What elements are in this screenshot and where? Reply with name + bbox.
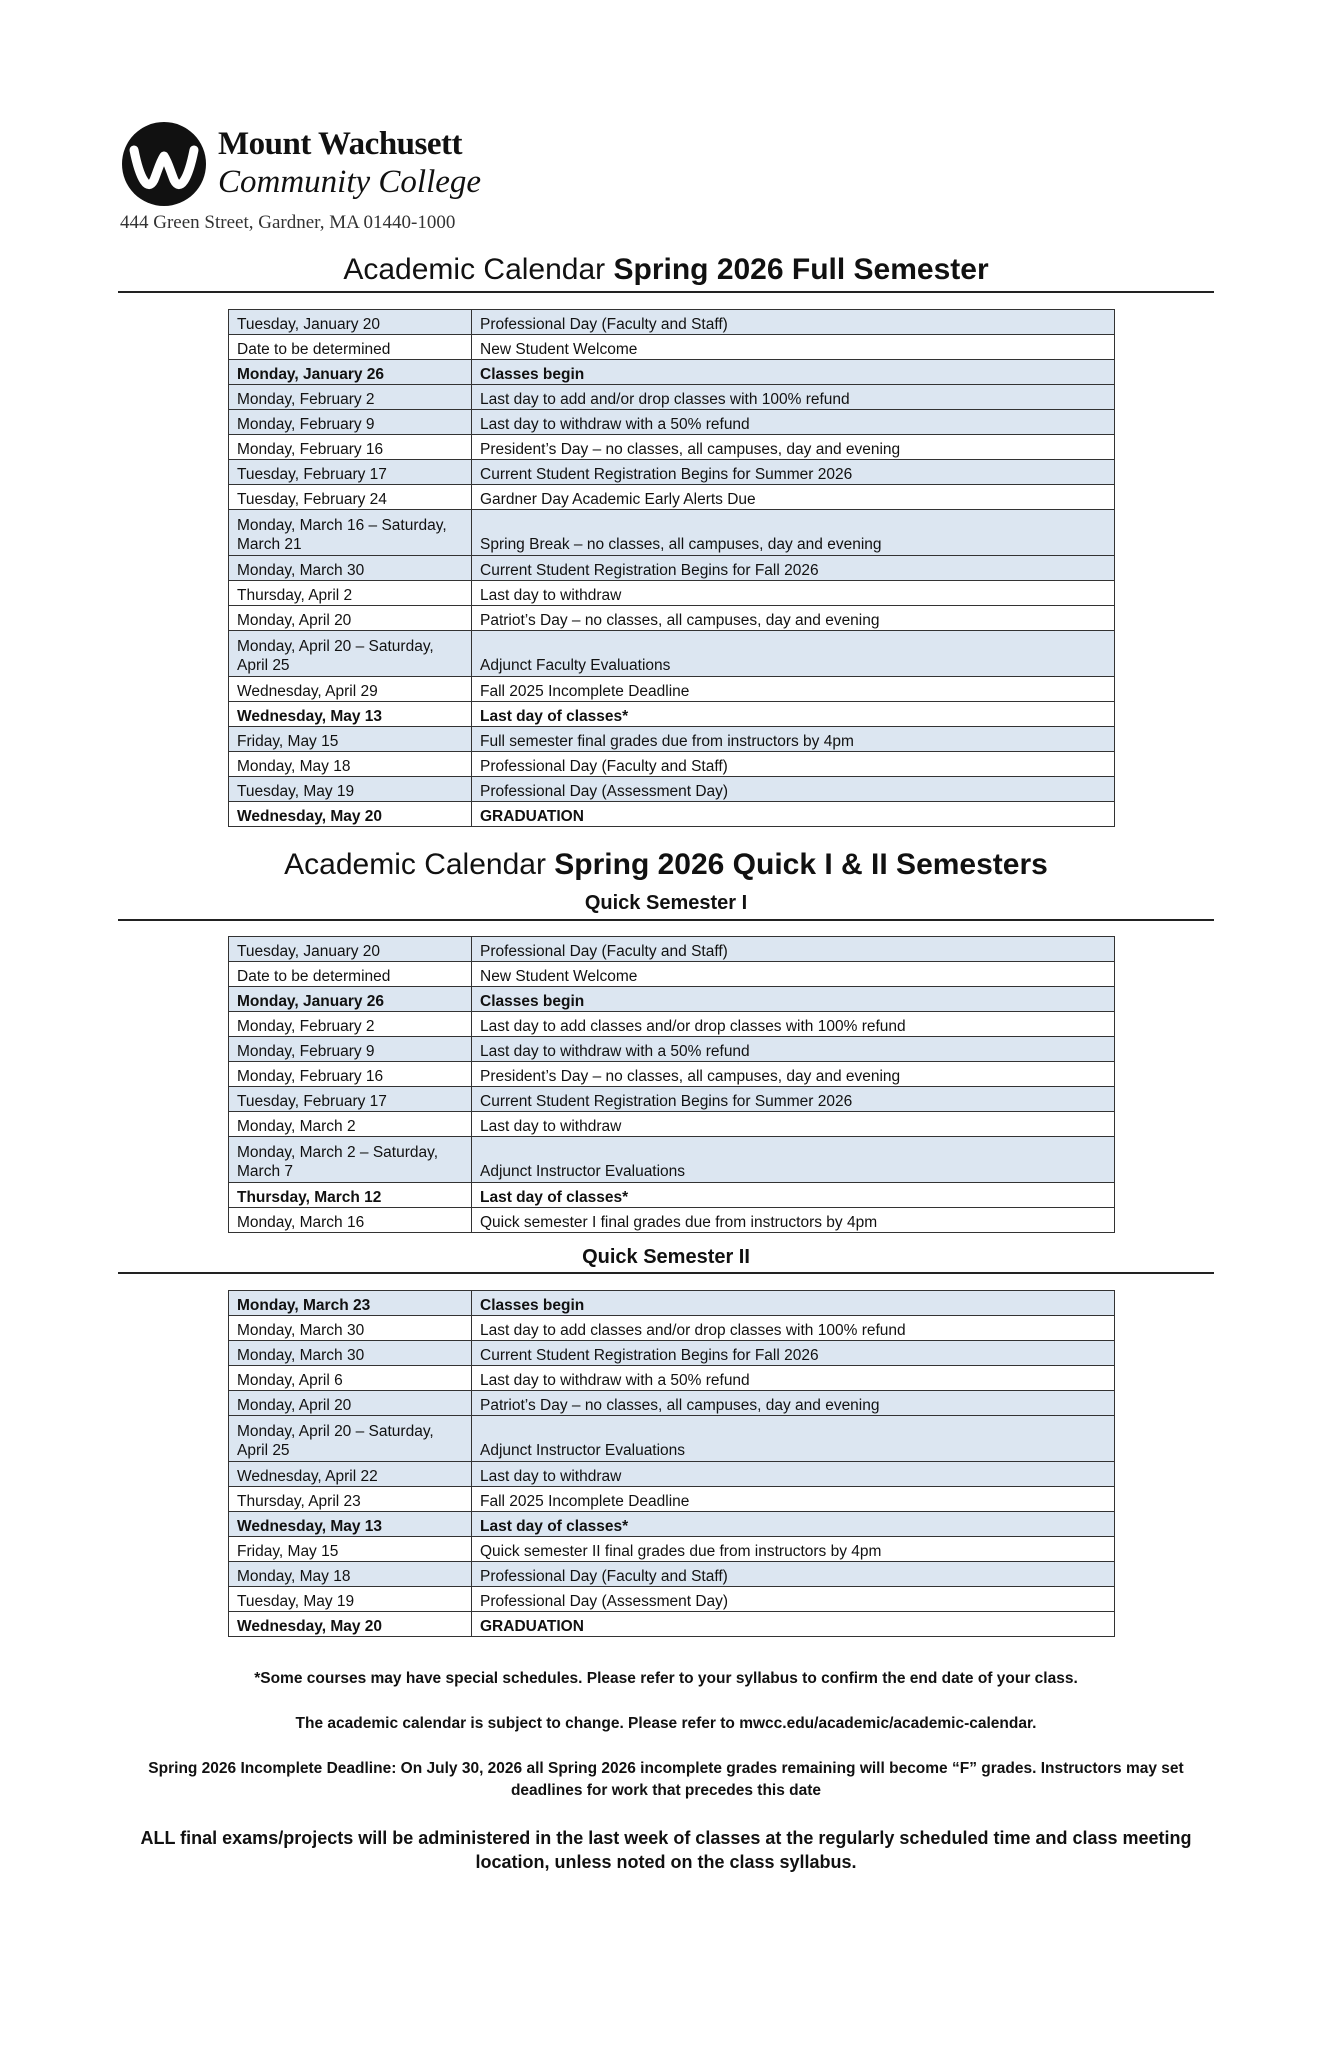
- calendar-row: [229, 752, 1115, 777]
- quick-title-prefix: Academic Calendar: [284, 848, 555, 881]
- calendar-date-cell: Monday, April 20 – Saturday, April 25: [229, 631, 472, 677]
- calendar-row: [229, 1512, 1115, 1537]
- calendar-date-cell: Monday, February 2: [229, 1012, 472, 1037]
- calendar-event-cell: Last day to withdraw with a 50% refund: [472, 1037, 1115, 1062]
- calendar-row: [229, 1037, 1115, 1062]
- calendar-event-cell: Classes begin: [472, 1291, 1115, 1316]
- college-name-line1: Mount Wachusett: [218, 126, 462, 162]
- calendar-row: [229, 987, 1115, 1012]
- calendar-date-cell: Tuesday, May 19: [229, 777, 472, 802]
- calendar-row: [229, 1012, 1115, 1037]
- calendar-event-cell: Quick semester I final grades due from instructors by 4pm: [472, 1208, 1115, 1233]
- calendar-date-cell: Monday, February 16: [229, 435, 472, 460]
- calendar-date-cell: Monday, April 20: [229, 606, 472, 631]
- calendar-event-cell: Last day to add classes and/or drop classes with 100% refund: [472, 1012, 1115, 1037]
- calendar-event-cell: New Student Welcome: [472, 335, 1115, 360]
- calendar-row: [229, 556, 1115, 581]
- quick-semester-1-heading: Quick Semester I: [584, 892, 748, 914]
- calendar-row: [229, 1462, 1115, 1487]
- calendar-date-cell: Monday, March 30: [229, 1316, 472, 1341]
- calendar-event-cell: Last day to add classes and/or drop classes with 100% refund: [472, 1316, 1115, 1341]
- calendar-date-cell: Tuesday, February 17: [229, 460, 472, 485]
- calendar-row: [229, 1137, 1115, 1183]
- calendar-event-cell: Last day to withdraw with a 50% refund: [472, 410, 1115, 435]
- calendar-event-cell: GRADUATION: [472, 1612, 1115, 1637]
- calendar-event-cell: Gardner Day Academic Early Alerts Due: [472, 485, 1115, 510]
- full-title-prefix: Academic Calendar: [343, 253, 614, 286]
- calendar-date-cell: Monday, March 2 – Saturday, March 7: [229, 1137, 472, 1183]
- calendar-event-cell: Last day of classes*: [472, 1512, 1115, 1537]
- calendar-date-cell: Monday, March 23: [229, 1291, 472, 1316]
- calendar-row: [229, 1112, 1115, 1137]
- calendar-event-cell: Last day of classes*: [472, 702, 1115, 727]
- calendar-row: [229, 360, 1115, 385]
- title-rule: [118, 291, 1214, 293]
- subject-to-change-note: The academic calendar is subject to change. Please refer to mwcc.edu/academic/academic-calendar.: [295, 1715, 1037, 1732]
- calendar-row: [229, 702, 1115, 727]
- calendar-event-cell: Last day of classes*: [472, 1183, 1115, 1208]
- calendar-date-cell: Monday, March 30: [229, 1341, 472, 1366]
- calendar-date-cell: Monday, February 9: [229, 410, 472, 435]
- calendar-event-cell: Current Student Registration Begins for Summer 2026: [472, 1087, 1115, 1112]
- calendar-row: [229, 1391, 1115, 1416]
- calendar-row: [229, 1612, 1115, 1637]
- calendar-row: [229, 1062, 1115, 1087]
- calendar-date-cell: Monday, January 26: [229, 360, 472, 385]
- calendar-event-cell: Last day to withdraw: [472, 1112, 1115, 1137]
- calendar-event-cell: Professional Day (Faculty and Staff): [472, 937, 1115, 962]
- calendar-date-cell: Monday, April 20: [229, 1391, 472, 1416]
- calendar-date-cell: Friday, May 15: [229, 1537, 472, 1562]
- calendar-event-cell: Quick semester II final grades due from instructors by 4pm: [472, 1537, 1115, 1562]
- calendar-event-cell: Last day to withdraw: [472, 581, 1115, 606]
- calendar-date-cell: Monday, February 16: [229, 1062, 472, 1087]
- calendar-event-cell: Last day to withdraw: [472, 1462, 1115, 1487]
- incomplete-deadline-note: Spring 2026 Incomplete Deadline: On July 30, 2026 all Spring 2026 incomplete grades remaining will become “F” grades. Instructors may set deadlines for work that precedes this date: [148, 1760, 1184, 1799]
- calendar-event-cell: Professional Day (Faculty and Staff): [472, 752, 1115, 777]
- calendar-date-cell: Monday, March 16 – Saturday, March 21: [229, 510, 472, 556]
- calendar-date-cell: Friday, May 15: [229, 727, 472, 752]
- calendar-event-cell: Classes begin: [472, 360, 1115, 385]
- calendar-event-cell: Adjunct Instructor Evaluations: [472, 1416, 1115, 1462]
- calendar-date-cell: Monday, February 2: [229, 385, 472, 410]
- calendar-date-cell: Monday, May 18: [229, 752, 472, 777]
- calendar-date-cell: Date to be determined: [229, 962, 472, 987]
- calendar-row: [229, 1316, 1115, 1341]
- calendar-event-cell: Adjunct Faculty Evaluations: [472, 631, 1115, 677]
- calendar-row: [229, 1537, 1115, 1562]
- calendar-event-cell: Patriot’s Day – no classes, all campuses, day and evening: [472, 606, 1115, 631]
- special-schedules-note: *Some courses may have special schedules. Please refer to your syllabus to confirm the end date of your class.: [254, 1670, 1078, 1687]
- calendar-date-cell: Monday, March 16: [229, 1208, 472, 1233]
- quick-semester-2-table: [228, 1290, 1115, 1637]
- calendar-date-cell: Monday, January 26: [229, 987, 472, 1012]
- calendar-row: [229, 777, 1115, 802]
- calendar-row: [229, 435, 1115, 460]
- calendar-row: [229, 335, 1115, 360]
- quick1-rule: [118, 919, 1214, 921]
- quick-semester-1-table: [228, 936, 1115, 1233]
- calendar-row: [229, 606, 1115, 631]
- calendar-event-cell: Spring Break – no classes, all campuses, day and evening: [472, 510, 1115, 556]
- calendar-event-cell: Patriot’s Day – no classes, all campuses, day and evening: [472, 1391, 1115, 1416]
- quick-title-bold: Spring 2026 Quick I & II Semesters: [554, 848, 1048, 881]
- calendar-date-cell: Thursday, April 23: [229, 1487, 472, 1512]
- calendar-event-cell: Professional Day (Assessment Day): [472, 777, 1115, 802]
- calendar-row: [229, 310, 1115, 335]
- calendar-row: [229, 1341, 1115, 1366]
- calendar-row: [229, 1208, 1115, 1233]
- calendar-event-cell: Professional Day (Faculty and Staff): [472, 310, 1115, 335]
- calendar-row: [229, 485, 1115, 510]
- calendar-event-cell: President’s Day – no classes, all campuses, day and evening: [472, 1062, 1115, 1087]
- calendar-event-cell: Fall 2025 Incomplete Deadline: [472, 1487, 1115, 1512]
- calendar-row: [229, 1183, 1115, 1208]
- calendar-row: [229, 631, 1115, 677]
- calendar-date-cell: Tuesday, May 19: [229, 1587, 472, 1612]
- calendar-row: [229, 1587, 1115, 1612]
- calendar-date-cell: Wednesday, May 13: [229, 702, 472, 727]
- calendar-date-cell: Wednesday, April 22: [229, 1462, 472, 1487]
- calendar-date-cell: Wednesday, April 29: [229, 677, 472, 702]
- calendar-event-cell: Fall 2025 Incomplete Deadline: [472, 677, 1115, 702]
- calendar-row: [229, 581, 1115, 606]
- calendar-date-cell: Wednesday, May 20: [229, 802, 472, 827]
- calendar-event-cell: GRADUATION: [472, 802, 1115, 827]
- calendar-event-cell: Adjunct Instructor Evaluations: [472, 1137, 1115, 1183]
- calendar-event-cell: President’s Day – no classes, all campuses, day and evening: [472, 435, 1115, 460]
- calendar-event-cell: Professional Day (Assessment Day): [472, 1587, 1115, 1612]
- full-title-bold: Spring 2026 Full Semester: [613, 253, 989, 286]
- calendar-date-cell: Monday, March 2: [229, 1112, 472, 1137]
- college-address: 444 Green Street, Gardner, MA 01440-1000: [120, 212, 456, 233]
- calendar-event-cell: Classes begin: [472, 987, 1115, 1012]
- calendar-row: [229, 727, 1115, 752]
- calendar-row: [229, 962, 1115, 987]
- calendar-row: [229, 677, 1115, 702]
- full-semester-table: [228, 309, 1115, 827]
- calendar-date-cell: Thursday, March 12: [229, 1183, 472, 1208]
- calendar-event-cell: Professional Day (Faculty and Staff): [472, 1562, 1115, 1587]
- calendar-event-cell: Last day to add and/or drop classes with 100% refund: [472, 385, 1115, 410]
- quick-semester-2-heading: Quick Semester II: [582, 1246, 750, 1268]
- final-exams-note: ALL final exams/projects will be administered in the last week of classes at the regularly scheduled time and class meeting location, unless noted on the class syllabus.: [140, 1828, 1192, 1872]
- college-name-line2: Community College: [218, 164, 482, 200]
- calendar-event-cell: Current Student Registration Begins for Fall 2026: [472, 1341, 1115, 1366]
- calendar-row: [229, 937, 1115, 962]
- calendar-date-cell: Tuesday, January 20: [229, 937, 472, 962]
- calendar-date-cell: Date to be determined: [229, 335, 472, 360]
- calendar-row: [229, 385, 1115, 410]
- calendar-date-cell: Wednesday, May 20: [229, 1612, 472, 1637]
- calendar-row: [229, 1487, 1115, 1512]
- quick2-rule: [118, 1272, 1214, 1274]
- calendar-row: [229, 1291, 1115, 1316]
- calendar-date-cell: Monday, May 18: [229, 1562, 472, 1587]
- calendar-row: [229, 410, 1115, 435]
- calendar-date-cell: Monday, March 30: [229, 556, 472, 581]
- calendar-row: [229, 510, 1115, 556]
- full-semester-title: [0, 253, 1332, 287]
- calendar-event-cell: Current Student Registration Begins for Summer 2026: [472, 460, 1115, 485]
- calendar-row: [229, 460, 1115, 485]
- mwcc-logo-icon: [120, 120, 208, 208]
- calendar-date-cell: Wednesday, May 13: [229, 1512, 472, 1537]
- calendar-event-cell: Full semester final grades due from instructors by 4pm: [472, 727, 1115, 752]
- calendar-date-cell: Monday, April 20 – Saturday, April 25: [229, 1416, 472, 1462]
- calendar-date-cell: Tuesday, January 20: [229, 310, 472, 335]
- quick-semesters-title: [0, 848, 1332, 882]
- calendar-date-cell: Tuesday, February 24: [229, 485, 472, 510]
- calendar-date-cell: Monday, February 9: [229, 1037, 472, 1062]
- calendar-event-cell: New Student Welcome: [472, 962, 1115, 987]
- calendar-event-cell: Last day to withdraw with a 50% refund: [472, 1366, 1115, 1391]
- calendar-event-cell: Current Student Registration Begins for Fall 2026: [472, 556, 1115, 581]
- calendar-date-cell: Tuesday, February 17: [229, 1087, 472, 1112]
- calendar-row: [229, 802, 1115, 827]
- calendar-row: [229, 1562, 1115, 1587]
- calendar-row: [229, 1416, 1115, 1462]
- calendar-date-cell: Thursday, April 2: [229, 581, 472, 606]
- calendar-row: [229, 1087, 1115, 1112]
- calendar-date-cell: Monday, April 6: [229, 1366, 472, 1391]
- calendar-row: [229, 1366, 1115, 1391]
